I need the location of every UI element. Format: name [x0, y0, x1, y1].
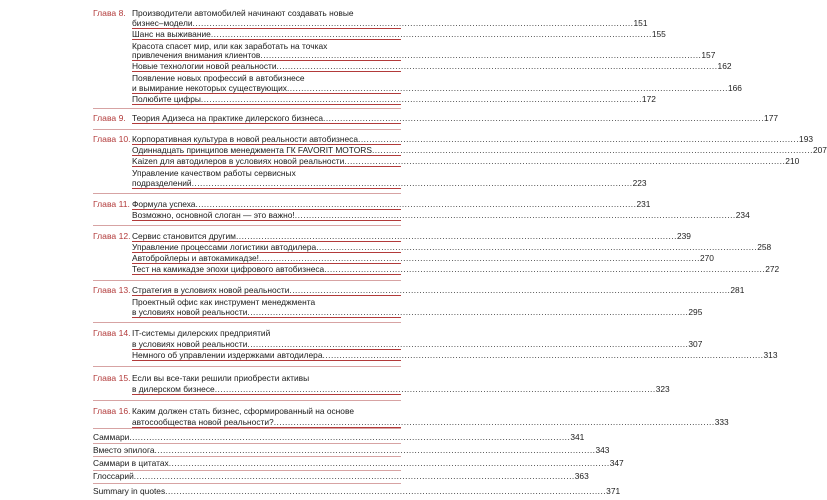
chapter-label: Глава 14. [93, 328, 131, 338]
entry-page: 258 [757, 242, 772, 252]
entry-title: Саммари [93, 432, 130, 442]
entry-page: 343 [595, 445, 610, 455]
back-matter-entry[interactable] [93, 445, 610, 455]
entry-page: 193 [799, 134, 814, 144]
entry-page: 347 [609, 458, 624, 468]
divider [93, 428, 401, 429]
entry-page: 333 [714, 417, 729, 427]
entry-title: Стратегия в условиях новой реальности [132, 285, 290, 295]
dot-leader [195, 199, 636, 209]
divider [93, 400, 401, 401]
toc-entry[interactable] [132, 73, 401, 83]
entry-page: 239 [676, 231, 691, 241]
entry-title: Шанс на выживание [132, 29, 211, 39]
toc-entry[interactable] [132, 307, 703, 318]
dot-leader [236, 231, 677, 241]
back-matter-entry[interactable] [93, 458, 624, 468]
dot-leader [215, 384, 656, 394]
dot-leader [260, 50, 701, 60]
entry-page: 323 [655, 384, 670, 394]
toc-entry[interactable] [132, 199, 651, 210]
divider [93, 322, 401, 323]
toc-entry[interactable] [132, 231, 691, 242]
dot-leader [324, 264, 765, 274]
entry-page: 281 [730, 285, 745, 295]
entry-page: 363 [574, 471, 589, 481]
entry-title: автосообщества новой реальности? [132, 417, 274, 427]
toc-entry[interactable] [132, 264, 780, 275]
back-matter-entry[interactable] [93, 471, 589, 481]
entry-page: 272 [765, 264, 780, 274]
toc-entry[interactable] [132, 297, 401, 307]
chapter-label: Глава 9. [93, 113, 126, 123]
toc-entry[interactable] [132, 178, 647, 189]
dot-leader [316, 242, 757, 252]
dot-leader [247, 307, 688, 317]
chapter-label: Глава 10. [93, 134, 131, 144]
toc-entry[interactable] [132, 50, 716, 61]
entry-title: Сервис становится другим [132, 231, 236, 241]
dot-leader [358, 134, 799, 144]
entry-page: 210 [785, 156, 800, 166]
entry-title: Summary in quotes [93, 486, 166, 496]
toc-entry[interactable] [132, 113, 779, 124]
entry-title: Если вы все-таки решили приобрести активы [132, 373, 310, 383]
back-matter-entry[interactable] [93, 432, 585, 442]
toc-entry[interactable] [132, 61, 732, 72]
toc-entry[interactable] [132, 210, 750, 221]
entry-title: Полюбите цифры [132, 94, 201, 104]
dot-leader [201, 94, 642, 104]
entry-page: 172 [641, 94, 656, 104]
chapter-label: Глава 11. [93, 199, 130, 209]
toc-entry[interactable] [132, 83, 742, 94]
entry-page: 371 [606, 486, 621, 496]
toc-entry[interactable] [132, 253, 714, 264]
entry-title: Теория Адизеса на практике дилерского бизнеса [132, 113, 324, 123]
toc-entry[interactable] [132, 156, 800, 167]
toc-entry[interactable] [132, 384, 670, 395]
divider [93, 280, 401, 281]
entry-page: 177 [764, 113, 779, 123]
entry-title: Возможно, основной слоган — это важно! [132, 210, 295, 220]
entry-title: в условиях новой реальности [132, 339, 248, 349]
dot-leader [277, 61, 718, 71]
entry-title: подразделений [132, 178, 192, 188]
entry-title: Саммари в цитатах [93, 458, 169, 468]
entry-title: Формула успеха [132, 199, 196, 209]
entry-page: 313 [763, 350, 778, 360]
dot-leader [259, 253, 700, 263]
back-matter-entry[interactable] [93, 486, 621, 496]
toc-entry[interactable] [132, 168, 401, 178]
entry-page: 234 [735, 210, 750, 220]
entry-title: Немного об управлении издержками автодилера [132, 350, 323, 360]
toc-entry[interactable] [132, 285, 745, 296]
dot-leader [372, 145, 813, 155]
dot-leader [323, 113, 764, 123]
toc-entry[interactable] [132, 328, 401, 338]
divider [93, 443, 401, 444]
entry-title: Автобройлеры и автокамикадзе! [132, 253, 259, 263]
entry-page: 207 [812, 145, 827, 155]
entry-page: 162 [717, 61, 732, 71]
chapter-label: Глава 8. [93, 8, 126, 18]
entry-title: бизнес–модели [132, 18, 193, 28]
entry-title: Появление новых профессий в автобизнесе [132, 73, 305, 83]
toc-entry[interactable] [132, 373, 401, 383]
toc-entry[interactable] [132, 242, 772, 253]
entry-page: 270 [699, 253, 714, 263]
entry-title: в дилерском бизнесе [132, 384, 215, 394]
toc-entry[interactable] [132, 406, 401, 416]
entry-page: 307 [688, 339, 703, 349]
dot-leader [154, 445, 595, 455]
dot-leader [169, 458, 610, 468]
dot-leader [192, 178, 633, 188]
divider [93, 366, 401, 367]
divider [93, 456, 401, 457]
toc-entry[interactable] [132, 145, 827, 156]
entry-title: Каким должен стать бизнес, сформированный на основе [132, 406, 354, 416]
dot-leader [211, 29, 652, 39]
chapter-label: Глава 15. [93, 373, 131, 383]
entry-title: Проектный офис как инструмент менеджмента [132, 297, 316, 307]
entry-title: Kaizen для автодилеров в условиях новой реальности [132, 156, 345, 166]
toc-entry[interactable] [132, 417, 729, 428]
entry-title: Новые технологии новой реальности [132, 61, 277, 71]
entry-page: 223 [632, 178, 647, 188]
dot-leader [247, 339, 688, 349]
dot-leader [344, 156, 785, 166]
entry-page: 155 [651, 29, 666, 39]
entry-title: Одиннадцать принципов менеджмента ГК FAVORIT MOTORS [132, 145, 372, 155]
entry-title: привлечения внимания клиентов [132, 50, 261, 60]
dot-leader [323, 350, 764, 360]
divider [93, 225, 401, 226]
dot-leader [129, 432, 570, 442]
entry-title: Управление качеством работы сервисных [132, 168, 296, 178]
divider [93, 193, 401, 194]
entry-page: 157 [701, 50, 716, 60]
dot-leader [193, 18, 634, 28]
entry-title: Корпоративная культура в новой реальности автобизнеса [132, 134, 359, 144]
toc-entry[interactable] [132, 8, 401, 18]
entry-page: 231 [636, 199, 651, 209]
entry-title: и вымирание некоторых существующих [132, 83, 287, 93]
dot-leader [134, 471, 575, 481]
dot-leader [287, 83, 728, 93]
dot-leader [165, 486, 606, 496]
entry-title: Производители автомобилей начинают создавать новые [132, 8, 354, 18]
entry-page: 341 [570, 432, 585, 442]
chapter-label: Глава 12. [93, 231, 131, 241]
divider [93, 129, 401, 130]
entry-page: 295 [688, 307, 703, 317]
chapter-label: Глава 16. [93, 406, 131, 416]
divider [93, 108, 401, 109]
entry-title: Вместо эпилога [93, 445, 155, 455]
dot-leader [289, 285, 730, 295]
entry-title: Красота спасет мир, или как заработать на точках [132, 41, 328, 51]
toc-entry[interactable] [132, 29, 666, 40]
toc-entry[interactable] [132, 18, 648, 29]
entry-page: 151 [633, 18, 648, 28]
entry-page: 166 [727, 83, 742, 93]
entry-title: Глоссарий [93, 471, 134, 481]
dot-leader [274, 417, 715, 427]
toc-entry[interactable] [132, 94, 656, 105]
dot-leader [295, 210, 736, 220]
toc-entry[interactable] [132, 350, 778, 361]
entry-title: Тест на камикадзе эпохи цифрового автобизнеса [132, 264, 325, 274]
toc-entry[interactable] [132, 134, 814, 145]
entry-title: IT-системы дилерских предприятий [132, 328, 271, 338]
divider [93, 483, 401, 484]
toc-entry[interactable] [132, 339, 703, 350]
chapter-label: Глава 13. [93, 285, 131, 295]
entry-title: в условиях новой реальности [132, 307, 248, 317]
entry-title: Управление процессами логистики автодилера [132, 242, 317, 252]
